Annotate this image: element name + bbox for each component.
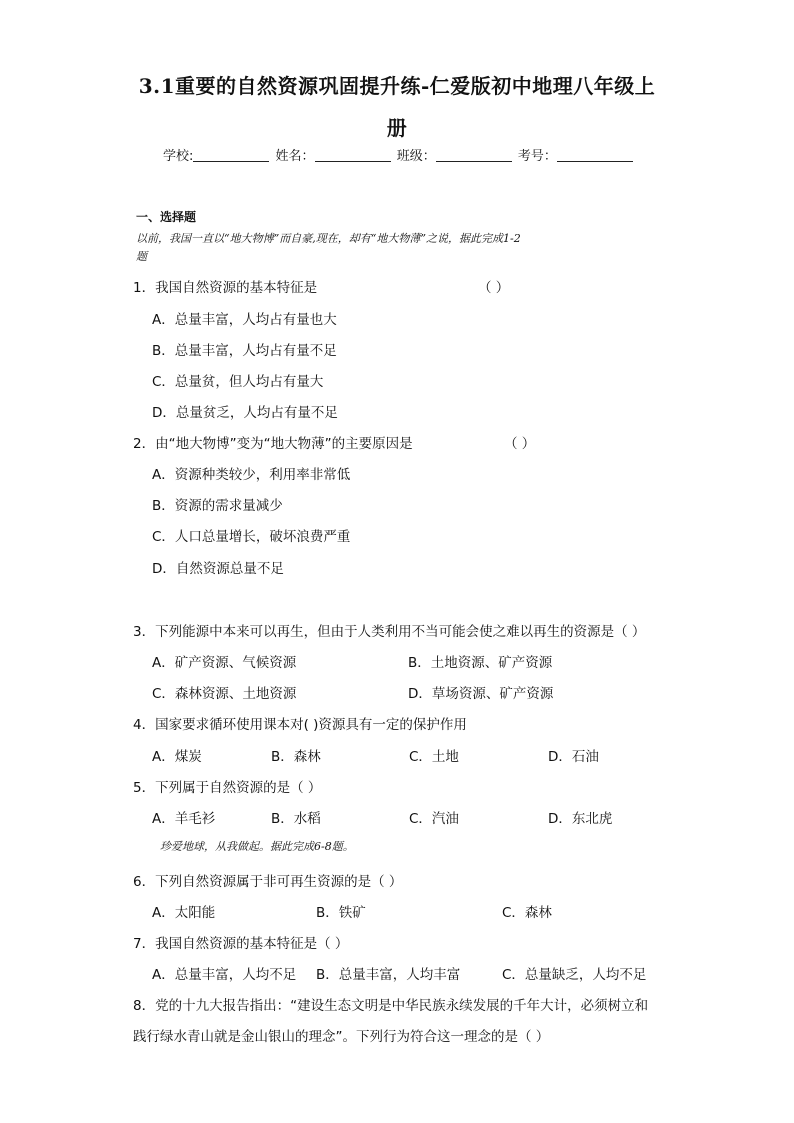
class-label: 班级： xyxy=(396,149,436,164)
option-2c[interactable]: C．人口总量增长，破坏浪费严重 xyxy=(152,529,351,545)
intro-line: 以前，我国一直以“地大物博”而自豪,现在，却有“地大物薄”之说，据此完成1-2 xyxy=(136,232,521,245)
option-5b[interactable]: B．水稻 xyxy=(271,811,321,827)
option-5d[interactable]: D．东北虎 xyxy=(548,811,613,827)
school-blank[interactable] xyxy=(193,149,269,162)
name-label: 姓名： xyxy=(275,149,315,164)
option-2a[interactable]: A．资源种类较少，利用率非常低 xyxy=(152,467,351,483)
option-1c[interactable]: C．总量贫，但人均占有量大 xyxy=(152,374,324,390)
question-1 xyxy=(133,276,317,296)
option-6b[interactable]: B．铁矿 xyxy=(316,905,366,921)
question-7: 7．我国自然资源的基本特征是（ ） xyxy=(133,936,349,952)
option-6c[interactable]: C．森林 xyxy=(502,905,552,921)
question-8: 8．党的十九大报告指出：“建设生态文明是中华民族永续发展的千年大计，必须树立和 xyxy=(133,998,649,1014)
option-2b[interactable]: B．资源的需求量减少 xyxy=(152,498,283,514)
option-3c[interactable]: C．森林资源、土地资源 xyxy=(152,686,297,702)
intro-passage-1 xyxy=(136,230,666,266)
class-blank[interactable] xyxy=(436,149,512,162)
option-4a[interactable]: A．煤炭 xyxy=(152,749,202,765)
question-8-continued: 践行绿水青山就是金山银山的理念”。下列行为符合这一理念的是（ ） xyxy=(133,1029,550,1045)
option-7c[interactable]: C．总量缺乏，人均不足 xyxy=(502,967,647,983)
option-4c[interactable]: C．土地 xyxy=(409,749,459,765)
option-1b[interactable]: B．总量丰富，人均占有量不足 xyxy=(152,343,337,359)
option-7a[interactable]: A．总量丰富，人均不足 xyxy=(152,967,297,983)
question-4: 4．国家要求循环使用课本对( )资源具有一定的保护作用 xyxy=(133,717,467,733)
question-stem: 1．我国自然资源的基本特征是 xyxy=(133,280,318,296)
option-1d[interactable]: D．总量贫乏，人均占有量不足 xyxy=(152,405,338,421)
student-info-row xyxy=(163,145,635,164)
question-6: 6．下列自然资源属于非可再生资源的是（ ） xyxy=(133,874,403,890)
question-5: 5．下列属于自然资源的是（ ） xyxy=(133,780,322,796)
option-4d[interactable]: D．石油 xyxy=(548,749,599,765)
option-2d[interactable]: D．自然资源总量不足 xyxy=(152,561,284,577)
option-3a[interactable]: A．矿产资源、气候资源 xyxy=(152,655,297,671)
intro-line: 题 xyxy=(136,250,147,263)
school-label: 学校: xyxy=(163,149,194,164)
page-title: 3.1重要的自然资源巩固提升练-仁爱版初中地理八年级上 xyxy=(138,74,656,98)
question-2-paren: （ ） xyxy=(504,436,536,452)
name-blank[interactable] xyxy=(315,149,391,162)
option-4b[interactable]: B．森林 xyxy=(271,749,321,765)
intro-passage-2: 珍爱地球，从我做起。据此完成6-8题。 xyxy=(160,840,354,853)
section-heading: 一、选择题 xyxy=(136,210,197,224)
page-title-continued: 册 xyxy=(386,116,408,140)
question-1-paren: （ ） xyxy=(478,280,510,296)
option-5c[interactable]: C．汽油 xyxy=(409,811,459,827)
option-3b[interactable]: B．土地资源、矿产资源 xyxy=(408,655,553,671)
option-1a[interactable]: A．总量丰富，人均占有量也大 xyxy=(152,312,337,328)
option-7b[interactable]: B．总量丰富，人均丰富 xyxy=(316,967,461,983)
question-3: 3．下列能源中本来可以再生，但由于人类利用不当可能会使之难以再生的资源是（ ） xyxy=(133,624,646,640)
number-blank[interactable] xyxy=(557,149,633,162)
question-2: 2．由“地大物博”变为“地大物薄”的主要原因是 xyxy=(133,436,413,452)
option-5a[interactable]: A．羊毛衫 xyxy=(152,811,216,827)
option-6a[interactable]: A．太阳能 xyxy=(152,905,216,921)
number-label: 考号： xyxy=(517,149,557,164)
option-3d[interactable]: D．草场资源、矿产资源 xyxy=(408,686,554,702)
